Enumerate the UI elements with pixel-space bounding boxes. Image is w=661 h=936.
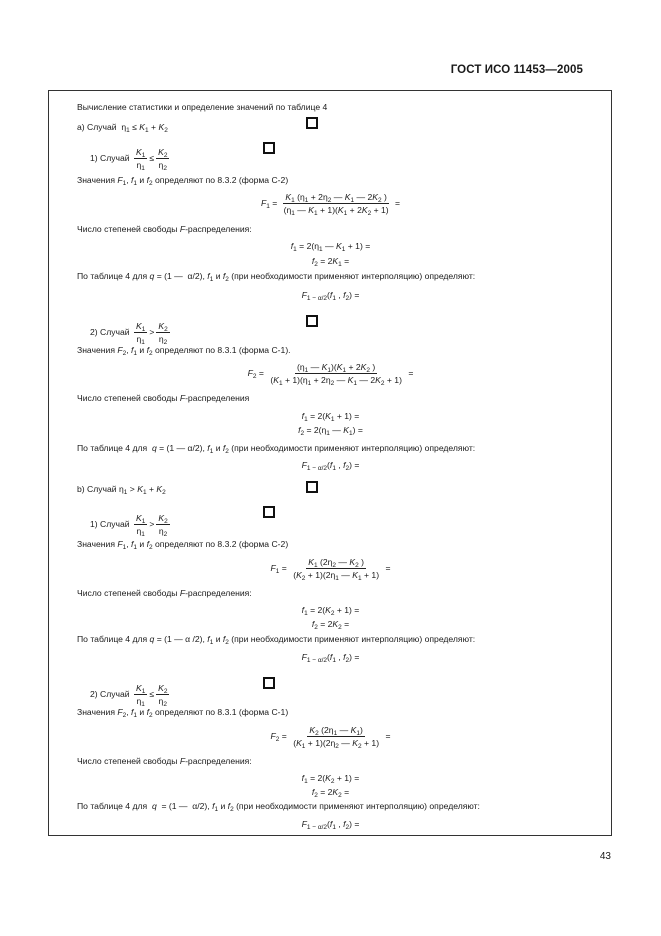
section-intro: Вычисление статистики и определение значений по таблице 4	[77, 102, 328, 112]
case-b2-label: 2) Случай	[90, 688, 130, 699]
case-a1-table-text: По таблице 4 для q = (1 — α/2), $f_1$ и $f_2$ (при необходимости применяют интерполяцию) определяют:	[77, 271, 476, 283]
case-b1-condition: 1) Случай $\frac{K_1}{\eta_1}$ > $\frac{K_2}{\eta_2}$	[90, 513, 168, 538]
case-b1-formula: $F_1$ = $\frac{K_1 (2\eta_2 — K_2 )}{(K_2 + 1)(2\eta_1 — K_1 + 1)}$ =	[270, 557, 391, 582]
case-a-condition: а) Случай $\eta_1 \le K_1 + K_2$	[77, 122, 168, 134]
case-b1-table-text: По таблице 4 для q = (1 — α /2), $f_1$ и $f_2$ (при необходимости применяют интерполяцию) определяют:	[77, 634, 476, 646]
case-a1-result: $F_{1 - \alpha/2}(f_1$ , $f_2$) =	[301, 290, 360, 302]
case-b2-result: $F_{1 - \alpha/2}(f_1$ , $f_2$) =	[301, 819, 360, 831]
case-a2-f2: $f_2 = 2(\eta_1$ — $K_1$) =	[298, 425, 363, 437]
case-a2-values-text: Значения $F_2$, $f_1$ и $f_2$ определяют по 8.3.1 (форма С-1).	[77, 345, 291, 357]
case-a1-condition: 1) Случай $\frac{K_1}{\eta_1}$ ≤ $\frac{K_2}{\eta_2}$	[90, 147, 168, 172]
case-b2-f2: $f_2 = 2K_2$ =	[311, 787, 350, 799]
case-a2-label: 2) Случай	[90, 326, 130, 337]
case-a1-f1: $f_1 = 2(\eta_1$ — $K_1 + 1$) =	[290, 241, 371, 253]
case-b2-table-text: По таблице 4 для q = (1 — α/2), $f_1$ и $f_2$ (при необходимости применяют интерполяцию) определяют:	[77, 801, 480, 813]
case-a2-table-text: По таблице 4 для q = (1 — α/2), $f_1$ и $f_2$ (при необходимости применяют интерполяцию) определяют:	[77, 443, 476, 455]
case-b1-result: $F_{1 - \alpha/2}(f_1$ , $f_2$) =	[301, 652, 360, 664]
case-a2-result: $F_{1 - \alpha/2}(f_1$ , $f_2$) =	[301, 460, 360, 472]
case-b2-checkbox[interactable]	[263, 677, 275, 689]
case-a2-dof-text: Число степеней свободы F-распределения	[77, 393, 250, 403]
case-b1-f2: $f_2 = 2K_2$ =	[311, 619, 350, 631]
case-a1-dof-text: Число степеней свободы F-распределения:	[77, 224, 252, 234]
case-b-label: b) Случай	[77, 484, 117, 494]
case-b1-values-text: Значения $F_1$, $f_1$ и $f_2$ определяют по 8.3.2 (форма С-2)	[77, 539, 289, 551]
case-b-condition: b) Случай $\eta_1 > K_1 + K_2$	[77, 484, 166, 496]
case-a2-f1: $f_1 = 2(K_1 + 1)$ =	[301, 411, 360, 423]
page-number: 43	[599, 851, 611, 862]
case-b1-label: 1) Случай	[90, 518, 130, 529]
case-a1-f2: $f_2 = 2K_1$ =	[311, 256, 350, 268]
case-a2-condition: 2) Случай $\frac{K_1}{\eta_1}$ > $\frac{K_2}{\eta_2}$	[90, 321, 168, 346]
case-a1-checkbox[interactable]	[263, 142, 275, 154]
case-b2-f1: $f_1 = 2(K_2 + 1)$ =	[301, 773, 360, 785]
case-a1-formula: $F_1$ = $\frac{K_1 (\eta_1 + 2\eta_2 — K_1 — 2K_2 )}{(\eta_1 — K_1 + 1)(K_1 + 2K_2 + 1)}$ =	[260, 192, 401, 217]
case-b2-values-text: Значения $F_2$, $f_1$ и $f_2$ определяют по 8.3.1 (форма С-1)	[77, 707, 289, 719]
case-a2-formula: $F_2$ = $\frac{(\eta_1 — K_1)(K_1 + 2K_2 )}{(K_1 + 1)(\eta_1 + 2\eta_2 — K_1 — 2K_2 + 1)}$ =	[247, 362, 414, 387]
case-a-label: а) Случай	[77, 122, 117, 132]
case-b2-dof-text: Число степеней свободы F-распределения:	[77, 756, 252, 766]
case-a-checkbox[interactable]	[306, 117, 318, 129]
case-a1-values-text: Значения $F_1$, $f_1$ и $f_2$ определяют по 8.3.2 (форма С-2)	[77, 175, 289, 187]
case-a1-label: 1) Случай	[90, 152, 130, 163]
document-header: ГОСТ ИСО 11453—2005	[450, 64, 583, 76]
case-b1-f1: $f_1 = 2(K_2 + 1)$ =	[301, 605, 360, 617]
case-b-checkbox[interactable]	[306, 481, 318, 493]
case-b2-formula: $F_2$ = $\frac{K_2 (2\eta_1 — K_1)}{(K_1 + 1)(2\eta_2 — K_2 + 1)}$ =	[270, 725, 391, 750]
case-b1-dof-text: Число степеней свободы F-распределения:	[77, 588, 252, 598]
case-b2-condition: 2) Случай $\frac{K_1}{\eta_1}$ ≤ $\frac{K_2}{\eta_2}$	[90, 683, 168, 708]
case-a2-checkbox[interactable]	[306, 315, 318, 327]
case-b1-checkbox[interactable]	[263, 506, 275, 518]
